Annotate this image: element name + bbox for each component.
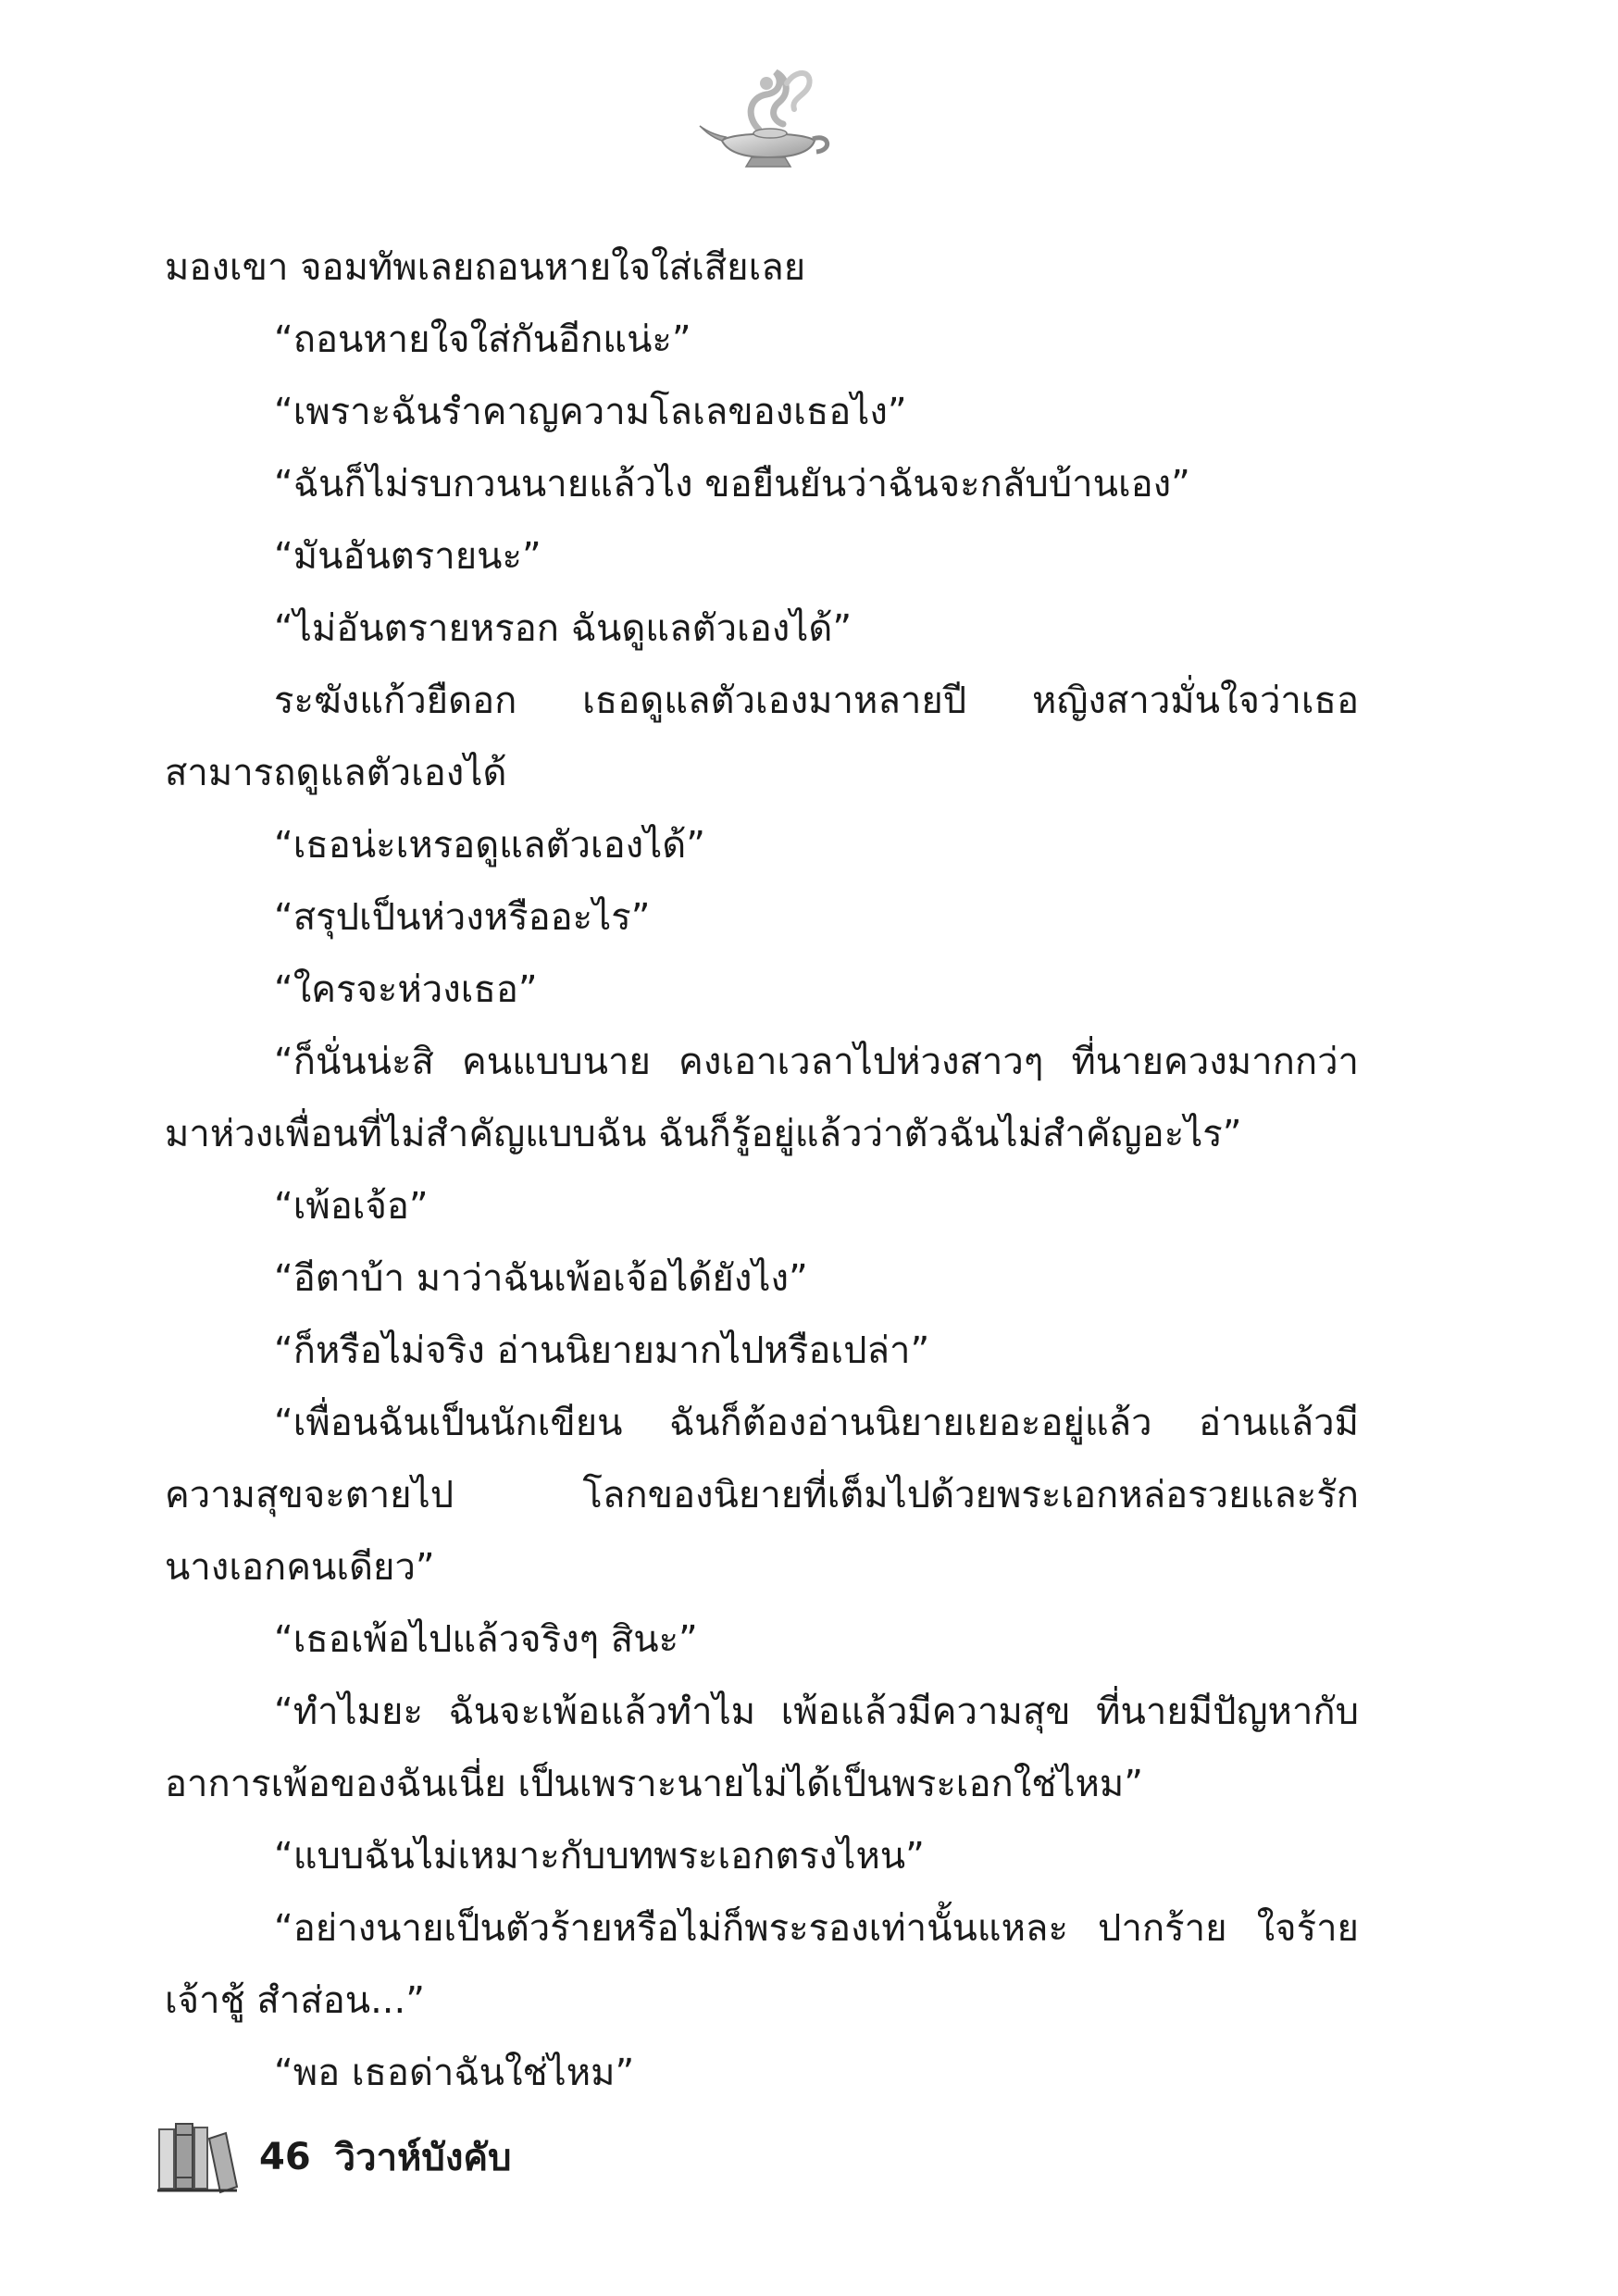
text-line: “เพื่อนฉันเป็นนักเขียน ฉันก็ต้องอ่านนิยายเยอะอยู่แล้ว อ่านแล้วมี bbox=[274, 1402, 1359, 1444]
text-line: “เธอน่ะเหรอดูแลตัวเองได้” bbox=[274, 824, 705, 867]
text-line: “แบบฉันไม่เหมาะกับบทพระเอกตรงไหน” bbox=[274, 1835, 925, 1878]
text-line: “ใครจะห่วงเธอ” bbox=[274, 968, 538, 1011]
text-line: “อีตาบ้า มาว่าฉันเพ้อเจ้อได้ยังไง” bbox=[274, 1257, 808, 1300]
text-line: เจ้าชู้ สำส่อน...” bbox=[165, 1979, 425, 2022]
text-line: “ไม่อันตรายหรอก ฉันดูแลตัวเองได้” bbox=[274, 607, 853, 650]
text-line: สามารถดูแลตัวเองได้ bbox=[165, 752, 507, 794]
text-line: ระฆังแก้วยืดอก เธอดูแลตัวเองมาหลายปี หญิงสาวมั่นใจว่าเธอ bbox=[274, 680, 1359, 722]
text-line: “ก็หรือไม่จริง อ่านนิยายมากไปหรือเปล่า” bbox=[274, 1329, 930, 1372]
text-line: ความสุขจะตายไป โลกของนิยายที่เต็มไปด้วยพระเอกหล่อรวยและรัก bbox=[165, 1474, 1359, 1516]
page-number: 46 bbox=[259, 2136, 311, 2178]
text-line: “ฉันก็ไม่รบกวนนายแล้วไง ขอยืนยันว่าฉันจะกลับบ้านเอง” bbox=[274, 463, 1190, 505]
text-line: “พอ เธอด่าฉันใช่ไหม” bbox=[274, 2052, 635, 2094]
text-line: “ถอนหายใจใส่กันอีกแน่ะ” bbox=[274, 318, 691, 361]
text-line: นางเอกคนเดียว” bbox=[165, 1546, 435, 1589]
text-line: “เพราะฉันรำคาญความโลเลของเธอไง” bbox=[274, 391, 907, 433]
text-line: “ก็นั่นน่ะสิ คนแบบนาย คงเอาเวลาไปห่วงสาวๆ ที่นายควงมากกว่า bbox=[274, 1041, 1359, 1083]
magic-lamp-icon bbox=[694, 56, 842, 176]
book-title: วิวาห์บังคับ bbox=[334, 2137, 512, 2179]
text-line: “อย่างนายเป็นตัวร้ายหรือไม่ก็พระรองเท่านั้นแหละ ปากร้าย ใจร้าย bbox=[274, 1907, 1359, 1950]
page-footer bbox=[156, 2115, 512, 2199]
books-icon bbox=[156, 2120, 239, 2194]
text-line: “ทำไมยะ ฉันจะเพ้อแล้วทำไม เพ้อแล้วมีความสุข ที่นายมีปัญหากับ bbox=[274, 1691, 1359, 1733]
text-line: อาการเพ้อของฉันเนี่ย เป็นเพราะนายไม่ได้เป็นพระเอกใช่ไหม” bbox=[165, 1763, 1143, 1805]
text-line: “สรุปเป็นห่วงหรืออะไร” bbox=[274, 896, 651, 939]
story-text bbox=[165, 231, 1359, 2109]
text-line: “มันอันตรายนะ” bbox=[274, 535, 541, 578]
text-line: มองเขา จอมทัพเลยถอนหายใจใส่เสียเลย bbox=[165, 246, 806, 289]
text-line: มาห่วงเพื่อนที่ไม่สำคัญแบบฉัน ฉันก็รู้อยู่แล้วว่าตัวฉันไม่สำคัญอะไร” bbox=[165, 1113, 1242, 1155]
text-line: “เพ้อเจ้อ” bbox=[274, 1185, 429, 1228]
text-line: “เธอเพ้อไปแล้วจริงๆ สินะ” bbox=[274, 1618, 698, 1661]
